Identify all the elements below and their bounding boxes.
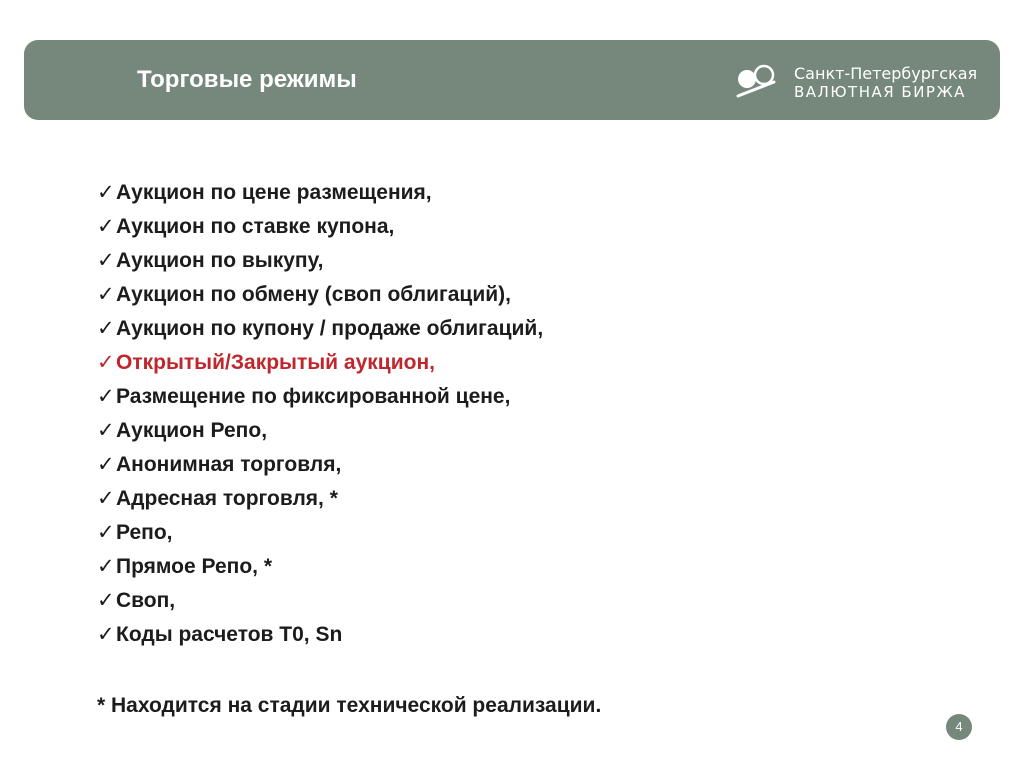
- check-icon: ✓: [97, 351, 115, 374]
- logo-text-line2: ВАЛЮТНАЯ БИРЖА: [794, 83, 966, 101]
- list-item: [97, 414, 543, 448]
- check-icon: ✓: [97, 453, 115, 476]
- list-item: [97, 346, 543, 380]
- list-item-text: Прямое Репо, *: [116, 555, 273, 578]
- list-item: [97, 482, 543, 516]
- check-icon: ✓: [97, 317, 115, 340]
- check-icon: ✓: [97, 623, 115, 646]
- check-icon: ✓: [97, 385, 115, 408]
- list-item-text: Аукцион по ставке купона,: [116, 215, 395, 238]
- list-item-text: Коды расчетов Т0, Sn: [116, 623, 343, 646]
- list-item: [97, 550, 543, 584]
- check-icon: ✓: [97, 419, 115, 442]
- header-bar: [24, 40, 1000, 120]
- list-item: [97, 516, 543, 550]
- list-item: [97, 380, 543, 414]
- list-item-text: Аукцион по купону / продаже облигаций,: [116, 317, 544, 340]
- check-icon: ✓: [97, 181, 115, 204]
- list-item-text: Открытый/Закрытый аукцион,: [116, 351, 435, 374]
- exchange-logo-mark-icon: [736, 64, 776, 100]
- list-item-text: Аукцион по цене размещения,: [116, 181, 432, 204]
- check-icon: ✓: [97, 487, 115, 510]
- list-item: [97, 244, 543, 278]
- list-item-text: Анонимная торговля,: [116, 453, 342, 476]
- list-item: [97, 278, 543, 312]
- check-icon: ✓: [97, 521, 115, 544]
- logo-text-line1: Санкт-Петербургская: [794, 64, 978, 83]
- page-title: Торговые режимы: [137, 66, 357, 93]
- list-item-text: Аукцион по обмену (своп облигаций),: [116, 283, 511, 306]
- list-item-text: Аукцион Репо,: [116, 419, 268, 442]
- list-item: [97, 584, 543, 618]
- check-icon: ✓: [97, 589, 115, 612]
- check-icon: ✓: [97, 249, 115, 272]
- list-item: [97, 618, 543, 652]
- page-number-badge: 4: [946, 714, 972, 740]
- trading-modes-list: [97, 176, 543, 652]
- list-item: [97, 448, 543, 482]
- list-item-text: Адресная торговля, *: [116, 487, 338, 510]
- check-icon: ✓: [97, 215, 115, 238]
- exchange-logo: [736, 62, 986, 102]
- check-icon: ✓: [97, 555, 115, 578]
- list-item: [97, 312, 543, 346]
- list-item: [97, 176, 543, 210]
- list-item-text: Своп,: [116, 589, 176, 612]
- list-item-text: Размещение по фиксированной цене,: [116, 385, 511, 408]
- list-item-text: Репо,: [116, 521, 173, 544]
- list-item-text: Аукцион по выкупу,: [116, 249, 324, 272]
- check-icon: ✓: [97, 283, 115, 306]
- footnote: * Находится на стадии технической реализации.: [97, 694, 602, 717]
- list-item: [97, 210, 543, 244]
